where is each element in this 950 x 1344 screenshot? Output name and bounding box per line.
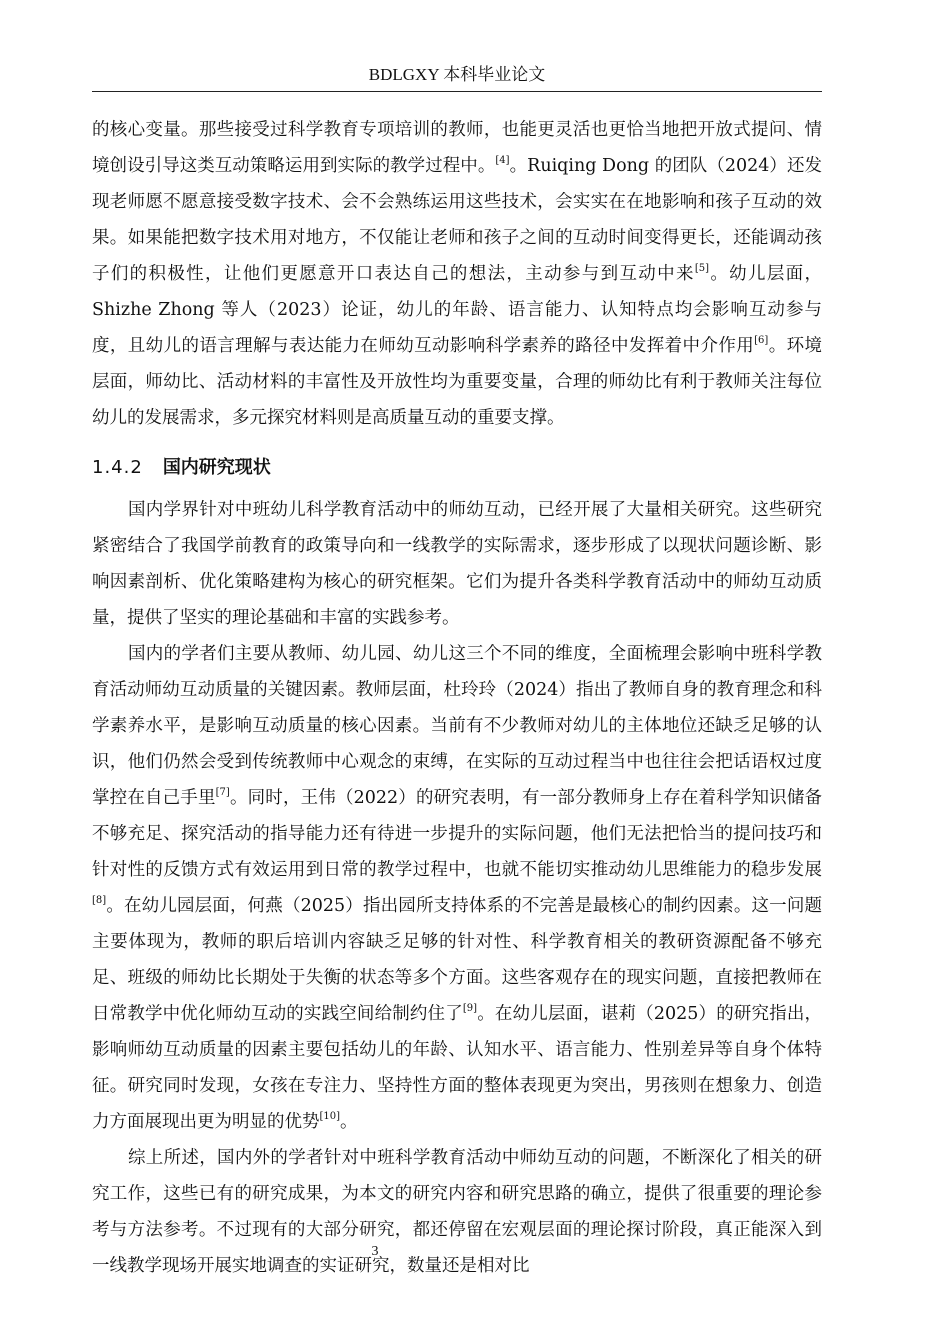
paragraph-text: 。在幼儿园层面，何燕（2025）指出园所支持体系的不完善是最核心的制约因素。这一问题主要体现为，教师的职后培训内容缺乏足够的针对性、科学教育相关的教研资源配备不够充足、班级的师幼比长期处于失衡的状态等多个方面。这些客观存在的现实问题，直接把教师在日常教学中优化师幼互动的实践空间给制约住了 [92,896,822,1024]
paragraph-continued [92,112,822,436]
paragraph-text: 。幼儿层面，Shizhe Zhong 等人（2023）论证，幼儿的年龄、语言能力、认知特点均会影响互动参与度，且幼儿的语言理解与表达能力在师幼互动影响科学素养的路径中发挥着中介作用 [92,264,823,356]
citation: [6] [754,335,769,346]
citation: [9] [462,1003,478,1014]
citation: [7] [215,787,230,798]
paragraph [92,1140,822,1284]
page-number: 3 [371,1244,379,1259]
citation: [10] [319,1111,341,1122]
paragraph-text: 综上所述，国内外的学者针对中班科学教育活动中师幼互动的问题，不断深化了相关的研究工作，这些已有的研究成果，为本文的研究内容和研究思路的确立，提供了很重要的理论参考与方法参考。不过现有的大部分研究，都还停留在宏观层面的理论探讨阶段，真正能深入到一线教学现场开展实地调查的实证研究，数量还是相对比 [92,1148,822,1276]
paragraph-text: 的核心变量。那些接受过科学教育专项培训的教师，也能更灵活也更恰当地把开放式提问、情境创设引导这类互动策略运用到实际的教学过程中。 [92,120,822,176]
paragraph [92,492,822,636]
running-header: BDLGXY 本科毕业论文 [368,65,546,84]
paragraph-text: 。 [340,1112,358,1132]
citation: [8] [92,895,107,906]
paragraph-text: 。同时，王伟（2022）的研究表明，有一部分教师身上存在着科学知识储备不够充足、探究活动的指导能力还有待进一步提升的实际问题，他们无法把恰当的提问技巧和针对性的反馈方式有效运用到日常的教学过程中，也就不能切实推动幼儿思维能力的稳步发展 [92,788,823,880]
paragraph-text: 国内学界针对中班幼儿科学教育活动中的师幼互动，已经开展了大量相关研究。这些研究紧密结合了我国学前教育的政策导向和一线教学的实际需求，逐步形成了以现状问题诊断、影响因素剖析、优化策略建构为核心的研究框架。它们为提升各类科学教育活动中的师幼互动质量，提供了坚实的理论基础和丰富的实践参考。 [92,500,822,628]
header-divider [92,91,822,92]
paragraph-text: 。Ruiqing Dong 的团队（2024）还发现老师愿不愿意接受数字技术、会不会熟练运用这些技术，会实实在在地影响和孩子互动的效果。如果能把数字技术用对地方，不仅能让老师和孩子之间的互动时间变得更长，还能调动孩子们的积极性，让他们更愿意开口表达自己的想法，主动参与到互动中来 [92,156,822,284]
section-number: 1.4.2 [92,457,143,478]
citation: [5] [694,263,709,274]
page-body [92,112,822,1284]
paragraph-text: 。在幼儿层面，谌莉（2025）的研究指出，影响师幼互动质量的因素主要包括幼儿的年龄、认知水平、语言能力、性别差异等自身个体特征。研究同时发现，女孩在专注力、坚持性方面的整体表现更为突出，男孩则在想象力、创造力方面展现出更为明显的优势 [92,1004,822,1132]
paragraph [92,636,822,1140]
section-heading [92,450,822,486]
section-title: 国内研究现状 [162,457,271,478]
citation: [4] [495,155,510,166]
paragraph-text: 国内的学者们主要从教师、幼儿园、幼儿这三个不同的维度，全面梳理会影响中班科学教育活动师幼互动质量的关键因素。教师层面，杜玲玲（2024）指出了教师自身的教育理念和科学素养水平，是影响互动质量的核心因素。当前有不少教师对幼儿的主体地位还缺乏足够的认识，他们仍然会受到传统教师中心观念的束缚，在实际的互动过程当中也往往会把话语权过度掌控在自己手里 [92,644,822,808]
paragraph-text: 。环境层面，师幼比、活动材料的丰富性及开放性均为重要变量，合理的师幼比有利于教师关注每位幼儿的发展需求，多元探究材料则是高质量互动的重要支撑。 [92,336,822,428]
